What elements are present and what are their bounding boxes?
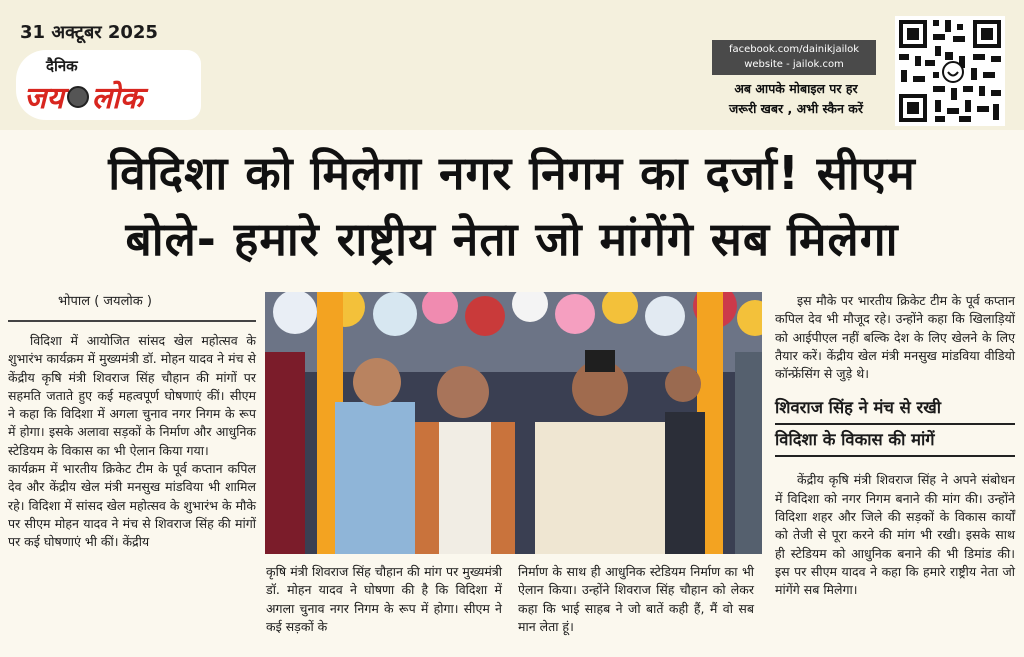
logo-word-right: लोक bbox=[91, 81, 143, 116]
masthead bbox=[0, 0, 1024, 130]
subheading-line-2: विदिशा के विकास की मांगें bbox=[775, 430, 935, 450]
main-headline bbox=[8, 140, 1016, 272]
headline-line-2: बोले- हमारे राष्ट्रीय नेता जो मांगेंगे सब मिलेगा bbox=[125, 212, 899, 266]
subheading-line-1: शिवराज सिंह ने मंच से रखी bbox=[775, 398, 942, 418]
headline-line-1: विदिशा को मिलेगा नगर निगम का दर्जा! सीएम bbox=[108, 146, 916, 200]
article-paragraph-3: इस मौके पर भारतीय क्रिकेट टीम के पूर्व कप्तान कपिल देव भी मौजूद रहे। उन्होंने कहा कि खिलाड़ियों को आईपीएल नहीं बल्कि देश के लिए खेलने के लिए तैयार करें। केंद्रीय खेल मंत्री मनसुख मांडविया वीडियो कॉन्फ्रेंसिंग से जुड़े थे। bbox=[775, 293, 1015, 382]
divider bbox=[775, 455, 1015, 457]
qr-code-icon[interactable] bbox=[895, 16, 1005, 126]
news-photo bbox=[265, 292, 762, 554]
facebook-link[interactable]: facebook.com/dainikjailok bbox=[728, 44, 860, 55]
divider bbox=[8, 320, 256, 322]
article-paragraph-4: केंद्रीय कृषि मंत्री शिवराज सिंह ने अपने संबोधन में विदिशा को नगर निगम बनाने की मांग की। उन्होंने विदिशा शहर और जिले की सड़कों के विकास कार्यों को तेजी से पूरा करने की मांग भी रखी। इसके साथ ही स्टेडियम को आधुनिक बनाने की भी डिमांड की। इस पर सीएम यादव ने कहा कि हमारे राष्ट्रीय नेता जो मांगेंगे सब मिलेगा। bbox=[775, 472, 1015, 598]
article-paragraph-1: विदिशा में आयोजित सांसद खेल महोत्सव के शुभारंभ कार्यक्रम में मुख्यमंत्री डॉ. मोहन यादव ने मंच से केंद्रीय कृषि मंत्री शिवराज सिंह चौहान की मांगों पर सहमति जताते हुए कई महत्वपूर्ण घोषणाएं कीं। सीएम ने कहा कि विदिशा में अगला चुनाव नगर निगम के रूप में होगा। इसके अलावा सड़कों के निर्माण और आधुनिक स्टेडियम के विकास का भी ऐलान किया गया। bbox=[8, 333, 256, 458]
website-link[interactable]: website - jailok.com bbox=[744, 59, 844, 70]
article-paragraph-2: कार्यक्रम में भारतीय क्रिकेट टीम के पूर्व कप्तान कपिल देव और केंद्रीय खेल मंत्री मनसुख मांडविया भी शामिल रहे। विदिशा में सांसद खेल महोत्सव के शुभारंभ के मौके पर सीएम मोहन यादव ने मंच से शिवराज सिंह की मांगों पर कई घोषणाएं भी कीं। केंद्रीय bbox=[8, 461, 256, 550]
social-links-box bbox=[712, 40, 876, 75]
divider bbox=[775, 423, 1015, 425]
article-column-right bbox=[775, 292, 1015, 600]
scan-tagline-line1: अब आपके मोबाइल पर हर bbox=[734, 81, 858, 96]
logo-word-left: जय bbox=[24, 81, 64, 116]
logo-wordmark bbox=[24, 76, 143, 117]
dateline: भोपाल ( जयलोक ) bbox=[58, 294, 152, 309]
photo-caption-left: कृषि मंत्री शिवराज सिंह चौहान की मांग पर मुख्यमंत्री डॉ. मोहन यादव ने घोषणा की है कि विदिशा में अगला चुनाव नगर निगम के रूप में होगा। सीएम ने कई सड़कों के bbox=[266, 564, 502, 634]
scan-tagline-line2: जरूरी खबर , अभी स्कैन करें bbox=[728, 101, 863, 116]
article-column-left bbox=[8, 290, 256, 657]
newspaper-logo bbox=[16, 50, 201, 120]
issue-date: 31 अक्टूबर 2025 bbox=[20, 22, 158, 43]
globe-icon bbox=[67, 86, 89, 108]
logo-prefix: दैनिक bbox=[46, 57, 78, 75]
photo-caption-right: निर्माण के साथ ही आधुनिक स्टेडियम निर्माण का भी ऐलान किया। उन्होंने शिवराज सिंह चौहान को लेकर कहा कि भाई साहब ने जो बातें कही हैं, मैं वो सब मान लेता हूं। bbox=[518, 564, 754, 634]
